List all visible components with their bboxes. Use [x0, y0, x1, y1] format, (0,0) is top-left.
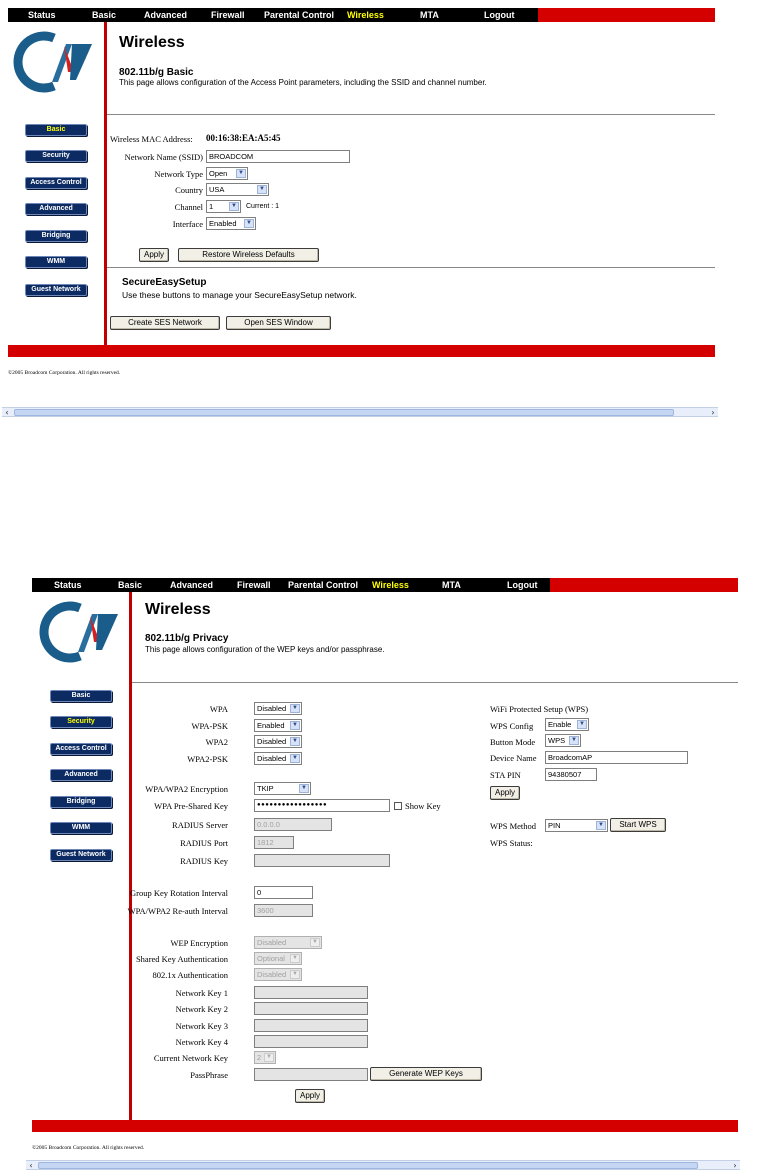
- wps-config-label: WPS Config: [490, 721, 534, 731]
- nav-logout[interactable]: Logout: [484, 10, 515, 20]
- wpa2-psk-label: WPA2-PSK: [187, 754, 228, 764]
- wps-status-label: WPS Status:: [490, 838, 533, 848]
- ssid-label: Network Name (SSID): [124, 152, 203, 162]
- chevron-down-icon: ▼: [229, 202, 239, 211]
- network-key1-input[interactable]: [254, 986, 368, 999]
- divider: [107, 267, 715, 268]
- sidebar-item-security[interactable]: Security: [25, 150, 87, 162]
- scroll-right-icon[interactable]: ›: [733, 1161, 737, 1170]
- wps-apply-button[interactable]: Apply: [490, 786, 520, 800]
- sta-pin-label: STA PIN: [490, 770, 521, 780]
- chevron-down-icon: ▼: [290, 754, 300, 763]
- sidebar-item-security[interactable]: Security: [50, 716, 112, 728]
- restore-defaults-button[interactable]: Restore Wireless Defaults: [178, 248, 319, 262]
- nav-advanced[interactable]: Advanced: [170, 580, 214, 590]
- page-title: Wireless: [145, 601, 211, 618]
- mac-value: 00:16:38:EA:A5:45: [206, 133, 281, 143]
- sidebar-item-advanced[interactable]: Advanced: [50, 769, 112, 781]
- network-key3-label: Network Key 3: [175, 1021, 228, 1031]
- chevron-down-icon: ▼: [290, 954, 300, 963]
- sidebar-item-wmm[interactable]: WMM: [25, 256, 87, 268]
- gkri-label: Group Key Rotation Interval: [130, 888, 228, 898]
- button-mode-label: Button Mode: [490, 737, 536, 747]
- sidebar-item-access-control[interactable]: Access Control: [50, 743, 112, 755]
- wep-encryption-select[interactable]: Disabled ▼: [254, 936, 322, 949]
- sidebar-item-advanced[interactable]: Advanced: [25, 203, 87, 215]
- network-key4-input[interactable]: [254, 1035, 368, 1048]
- radius-server-label: RADIUS Server: [172, 820, 228, 830]
- wpa-select[interactable]: Disabled ▼: [254, 702, 302, 715]
- nav-mta[interactable]: MTA: [420, 10, 439, 20]
- nav-wireless[interactable]: Wireless: [347, 10, 384, 20]
- wps-config-select[interactable]: Enable ▼: [545, 718, 589, 731]
- ses-description: Use these buttons to manage your SecureEasySetup network.: [122, 290, 357, 300]
- shared-auth-label: Shared Key Authentication: [135, 954, 228, 964]
- ssid-input[interactable]: BROADCOM: [206, 150, 350, 163]
- apply-button[interactable]: Apply: [139, 248, 169, 262]
- wpa2-select[interactable]: Disabled ▼: [254, 735, 302, 748]
- radius-port-input[interactable]: 1812: [254, 836, 294, 849]
- sta-pin-input[interactable]: 94380507: [545, 768, 597, 781]
- nav-advanced[interactable]: Advanced: [144, 10, 188, 20]
- sidebar-item-guest-network[interactable]: Guest Network: [25, 284, 87, 296]
- copyright: ©2005 Broadcom Corporation. All rights reserved.: [8, 370, 121, 376]
- passphrase-label: PassPhrase: [190, 1070, 228, 1080]
- scroll-thumb[interactable]: [14, 409, 674, 416]
- chevron-down-icon: ▼: [290, 704, 300, 713]
- nav-firewall[interactable]: Firewall: [237, 580, 271, 590]
- psk-label: WPA Pre-Shared Key: [154, 801, 228, 811]
- wep-encryption-label: WEP Encryption: [170, 938, 228, 948]
- wps-method-select[interactable]: PIN ▼: [545, 819, 608, 832]
- channel-label: Channel: [174, 202, 203, 212]
- wps-method-label: WPS Method: [490, 821, 537, 831]
- page-subtitle: 802.11b/g Privacy: [145, 633, 229, 644]
- mac-label: Wireless MAC Address:: [110, 134, 193, 144]
- country-select[interactable]: USA ▼: [206, 183, 269, 196]
- wpa-psk-select[interactable]: Enabled ▼: [254, 719, 302, 732]
- chevron-down-icon: ▼: [299, 784, 309, 793]
- network-key4-label: Network Key 4: [175, 1037, 228, 1047]
- channel-current: Current : 1: [246, 203, 280, 210]
- company-logo: [38, 600, 126, 664]
- scroll-left-icon[interactable]: ‹: [29, 1161, 33, 1170]
- network-key2-input[interactable]: [254, 1002, 368, 1015]
- wpa-label: WPA: [209, 704, 228, 714]
- page-subtitle: 802.11b/g Basic: [119, 67, 194, 78]
- divider: [107, 114, 715, 115]
- nav-logout[interactable]: Logout: [507, 580, 538, 590]
- network-key2-label: Network Key 2: [175, 1004, 228, 1014]
- network-type-select[interactable]: Open ▼: [206, 167, 248, 180]
- chevron-down-icon: ▼: [236, 169, 246, 178]
- left-column-divider: [129, 592, 132, 1120]
- chevron-down-icon: ▼: [290, 721, 300, 730]
- reauth-input[interactable]: 3600: [254, 904, 313, 917]
- generate-wep-keys-button[interactable]: Generate WEP Keys: [370, 1067, 482, 1081]
- device-name-label: Device Name: [490, 753, 537, 763]
- nav-basic[interactable]: Basic: [118, 580, 143, 590]
- sidebar-item-bridging[interactable]: Bridging: [50, 796, 112, 808]
- left-column-divider: [104, 22, 107, 345]
- ses-title: SecureEasySetup: [122, 277, 207, 288]
- sidebar-item-guest-network[interactable]: Guest Network: [50, 849, 112, 861]
- open-ses-button[interactable]: Open SES Window: [226, 316, 331, 330]
- chevron-down-icon: ▼: [290, 737, 300, 746]
- apply-button[interactable]: Apply: [295, 1089, 325, 1103]
- wpa-psk-label: WPA-PSK: [191, 721, 228, 731]
- radius-server-input[interactable]: 0.0.0.0: [254, 818, 332, 831]
- gkri-input[interactable]: 0: [254, 886, 313, 899]
- start-wps-button[interactable]: Start WPS: [610, 818, 666, 832]
- sidebar-item-access-control[interactable]: Access Control: [25, 177, 87, 189]
- basic-screen: [0, 0, 720, 430]
- create-ses-button[interactable]: Create SES Network: [110, 316, 220, 330]
- page-description: This page allows configuration of the WEP keys and/or passphrase.: [145, 645, 385, 654]
- channel-select[interactable]: 1 ▼: [206, 200, 241, 213]
- wps-header: WiFi Protected Setup (WPS): [490, 704, 589, 714]
- nav-parental-control[interactable]: Parental Control: [288, 580, 359, 590]
- nav-status[interactable]: Status: [28, 10, 56, 20]
- chevron-down-icon: ▼: [596, 821, 606, 830]
- chevron-down-icon: ▼: [577, 720, 587, 729]
- divider: [132, 682, 738, 683]
- nav-parental-control[interactable]: Parental Control: [264, 10, 335, 20]
- wpa2-psk-select[interactable]: Disabled ▼: [254, 752, 302, 765]
- radius-port-label: RADIUS Port: [180, 838, 228, 848]
- top-nav-accent: [538, 8, 715, 22]
- nav-status[interactable]: Status: [54, 580, 82, 590]
- nav-wireless[interactable]: Wireless: [372, 580, 409, 590]
- shared-auth-select[interactable]: Optional ▼: [254, 952, 302, 965]
- x8021-select[interactable]: Disabled ▼: [254, 968, 302, 981]
- nav-basic[interactable]: Basic: [92, 10, 117, 20]
- page-description: This page allows configuration of the Access Point parameters, including the SSID and channel number.: [119, 78, 487, 87]
- current-key-select[interactable]: 2 ▼: [254, 1051, 276, 1064]
- encryption-label: WPA/WPA2 Encryption: [145, 784, 228, 794]
- bottom-bar: [8, 345, 715, 357]
- passphrase-input[interactable]: [254, 1068, 368, 1081]
- interface-select[interactable]: Enabled ▼: [206, 217, 256, 230]
- scroll-left-icon[interactable]: ‹: [5, 408, 9, 417]
- chevron-down-icon: ▼: [257, 185, 267, 194]
- radius-key-label: RADIUS Key: [180, 856, 228, 866]
- bottom-bar: [32, 1120, 738, 1132]
- sidebar-item-basic[interactable]: Basic: [50, 690, 112, 702]
- current-key-label: Current Network Key: [153, 1053, 228, 1063]
- wpa2-label: WPA2: [205, 737, 228, 747]
- top-nav-accent: [550, 578, 738, 592]
- show-key-checkbox[interactable]: [394, 802, 402, 810]
- privacy-screen: [0, 570, 740, 1172]
- horizontal-scrollbar[interactable]: [2, 407, 718, 417]
- copyright: ©2005 Broadcom Corporation. All rights reserved.: [32, 1145, 145, 1151]
- sidebar-item-wmm[interactable]: WMM: [50, 822, 112, 834]
- chevron-down-icon: ▼: [244, 219, 254, 228]
- psk-input[interactable]: ●●●●●●●●●●●●●●●●●: [254, 799, 390, 812]
- nav-mta[interactable]: MTA: [442, 580, 461, 590]
- scroll-thumb[interactable]: [38, 1162, 698, 1169]
- company-logo: [12, 30, 100, 94]
- device-name-input[interactable]: BroadcomAP: [545, 751, 688, 764]
- interface-label: Interface: [172, 219, 203, 229]
- chevron-down-icon: ▼: [569, 736, 579, 745]
- chevron-down-icon: ▼: [310, 938, 320, 947]
- chevron-down-icon: ▼: [264, 1053, 274, 1062]
- button-mode-select[interactable]: WPS ▼: [545, 734, 581, 747]
- page-title: Wireless: [119, 34, 185, 51]
- sidebar-item-basic[interactable]: Basic: [25, 124, 87, 136]
- network-key3-input[interactable]: [254, 1019, 368, 1032]
- chevron-down-icon: ▼: [290, 970, 300, 979]
- network-type-label: Network Type: [154, 169, 203, 179]
- horizontal-scrollbar[interactable]: [26, 1160, 740, 1170]
- network-key1-label: Network Key 1: [175, 988, 228, 998]
- encryption-select[interactable]: TKIP ▼: [254, 782, 311, 795]
- reauth-label: WPA/WPA2 Re-auth Interval: [127, 906, 228, 916]
- country-label: Country: [175, 185, 203, 195]
- nav-firewall[interactable]: Firewall: [211, 10, 245, 20]
- x8021-label: 802.1x Authentication: [152, 970, 228, 980]
- radius-key-input[interactable]: [254, 854, 390, 867]
- show-key-label: Show Key: [405, 801, 441, 811]
- scroll-right-icon[interactable]: ›: [711, 408, 715, 417]
- sidebar-item-bridging[interactable]: Bridging: [25, 230, 87, 242]
